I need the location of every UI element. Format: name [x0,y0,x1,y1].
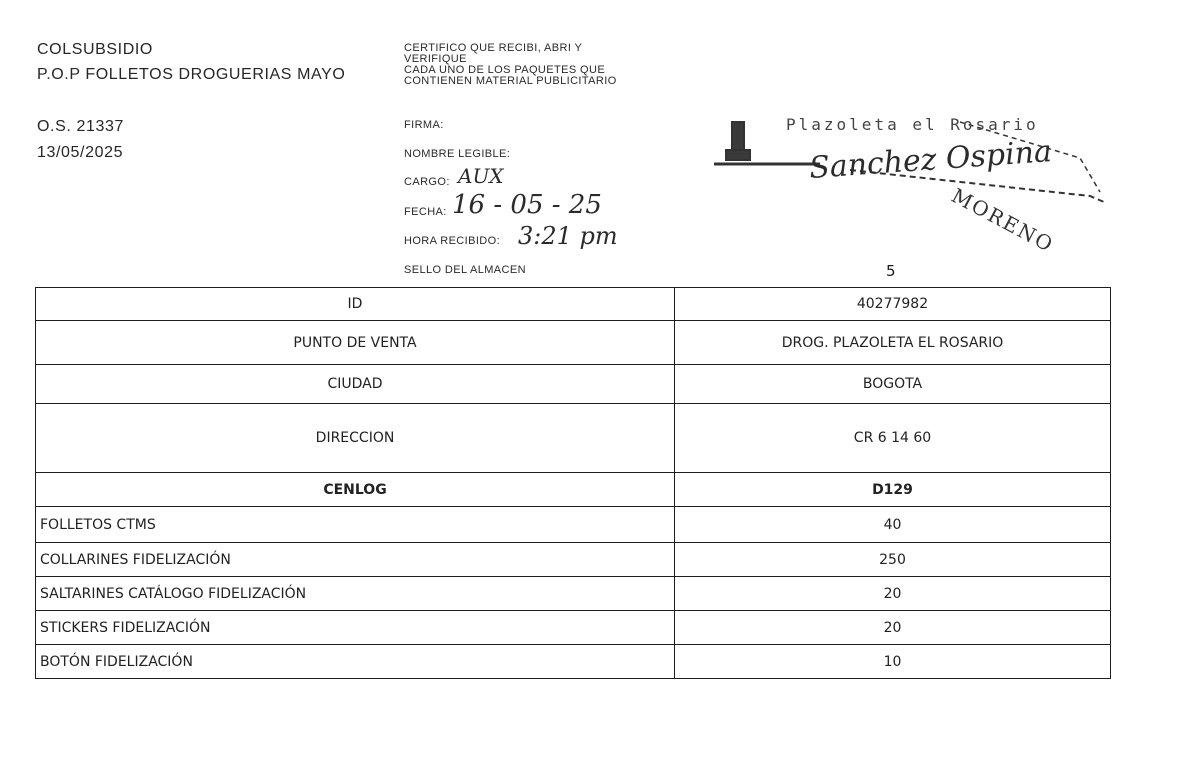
store-stamp [700,100,1120,290]
stamp-name: MORENO [947,183,1059,258]
table-row [36,543,1111,577]
order-date: 13/05/2025 [37,144,124,161]
row-value: DROG. PLAZOLETA EL ROSARIO [675,321,1111,365]
table-row [36,404,1111,473]
cargo-label: CARGO: [404,176,450,188]
sello-label: SELLO DEL ALMACEN [404,264,526,276]
table-row [36,365,1111,404]
hora-value: 3:21 pm [518,222,618,250]
certification-text [404,43,617,87]
page-number: 5 [886,262,896,280]
row-value: 10 [675,645,1111,679]
certification-line: CONTIENEN MATERIAL PUBLICITARIO [404,75,617,87]
row-value: CR 6 14 60 [675,404,1111,473]
hora-label: HORA RECIBIDO: [404,235,501,247]
table-row [36,288,1111,321]
firma-label: FIRMA: [404,119,444,131]
row-label: PUNTO DE VENTA [36,321,675,365]
row-value: D129 [675,473,1111,507]
table-row [36,577,1111,611]
fecha-label: FECHA: [404,206,447,218]
nombre-label: NOMBRE LEGIBLE: [404,148,511,160]
stamp-signature: Sanchez Ospina [808,134,1053,186]
document-subtitle: P.O.P FOLLETOS DROGUERIAS MAYO [37,66,346,83]
table-row [36,473,1111,507]
table-row [36,507,1111,543]
row-label: BOTÓN FIDELIZACIÓN [36,645,675,679]
row-value: 40 [675,507,1111,543]
row-label: FOLLETOS CTMS [36,507,675,543]
row-label: ID [36,288,675,321]
row-label: DIRECCION [36,404,675,473]
fecha-value: 16 - 05 - 25 [452,190,602,220]
row-value: 250 [675,543,1111,577]
certification-line: VERIFIQUE [404,53,467,65]
row-label: CENLOG [36,473,675,507]
table-row [36,321,1111,365]
company-name: COLSUBSIDIO [37,41,153,58]
row-label: CIUDAD [36,365,675,404]
row-value: 40277982 [675,288,1111,321]
stamp-top-text: Plazoleta el Rosario [786,115,1039,134]
order-number: O.S. 21337 [37,118,124,135]
row-value: 20 [675,611,1111,645]
row-label: COLLARINES FIDELIZACIÓN [36,543,675,577]
row-value: BOGOTA [675,365,1111,404]
table-row [36,611,1111,645]
table-row [36,645,1111,679]
certification-line: CERTIFICO QUE RECIBI, ABRI Y [404,42,583,54]
cargo-value: AUX [458,164,504,188]
material-table [35,287,1111,679]
row-value: 20 [675,577,1111,611]
row-label: STICKERS FIDELIZACIÓN [36,611,675,645]
row-label: SALTARINES CATÁLOGO FIDELIZACIÓN [36,577,675,611]
certification-line: CADA UNO DE LOS PAQUETES QUE [404,64,606,76]
